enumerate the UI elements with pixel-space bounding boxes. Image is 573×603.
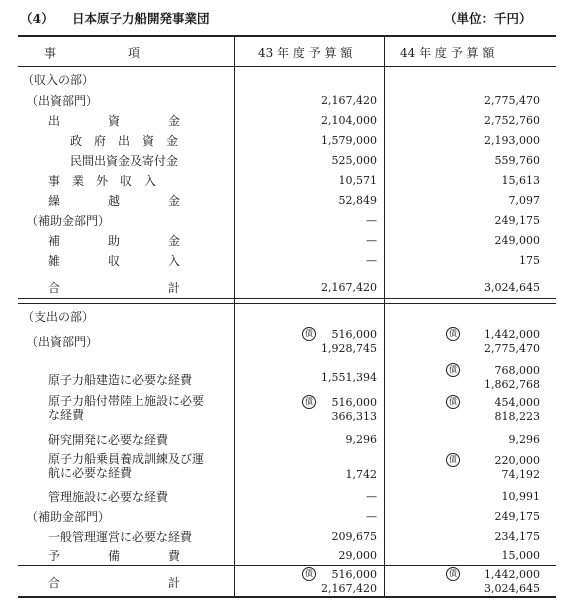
expenditure-total-fy44: 3,024,645: [484, 582, 540, 595]
table-cell-fy44-debt: 1,442,000: [484, 328, 540, 341]
table-cell-fy44: 2,752,760: [484, 114, 540, 127]
table-cell-fy43: —: [366, 490, 377, 503]
table-cell-fy43: 525,000: [331, 154, 377, 167]
table-cell-fy44: 249,175: [494, 214, 540, 227]
table-row-label: （補助金部門）: [26, 510, 111, 524]
income-section-label: （収入の部）: [22, 73, 95, 87]
table-row-label-line1: 原子力船付帯陸上施設に必要: [48, 394, 205, 408]
table-cell-fy44-debt: 220,000: [494, 454, 540, 467]
table-row-label: 政 府 出 資 金: [70, 134, 179, 148]
table-cell-fy44: 1,862,768: [484, 378, 540, 391]
table-cell-fy44: 249,175: [494, 510, 540, 523]
expenditure-total-label: 合 計: [48, 576, 181, 590]
table-row-label: 一般管理運営に必要な経費: [48, 530, 193, 544]
table-cell-fy43: 52,849: [338, 194, 377, 207]
table-row-label-line2: 航に必要な経費: [48, 466, 133, 480]
debt-mark-icon: 債: [302, 395, 316, 409]
column-header-fy43: 43 年 度 予 算 額: [258, 46, 353, 60]
table-cell-fy44: 15,000: [501, 549, 540, 562]
table-row-label: 補 助 金: [48, 234, 181, 248]
debt-mark-icon: 債: [446, 453, 460, 467]
table-row-label: （出資部門）: [26, 94, 99, 108]
debt-mark-icon: 債: [302, 567, 316, 581]
debt-mark-icon: 債: [446, 363, 460, 377]
table-cell-fy43-debt: 516,000: [331, 396, 377, 409]
column-header-item: 事 項: [44, 46, 141, 60]
table-cell-fy43: —: [366, 510, 377, 523]
table-cell-fy43: 9,296: [345, 433, 377, 446]
table-row-label: 事 業 外 収 入: [48, 174, 157, 188]
table-cell-fy43: 1,551,394: [321, 371, 377, 384]
table-cell-fy43: —: [366, 214, 377, 227]
table-cell-fy44: 2,193,000: [484, 134, 540, 147]
debt-mark-icon: 債: [446, 395, 460, 409]
table-row-label: 研究開発に必要な経費: [48, 433, 169, 447]
table-row-label: 出 資 金: [48, 114, 181, 128]
table-cell-fy44: 10,991: [501, 490, 540, 503]
table-row-label: 民間出資金及寄付金: [70, 154, 179, 168]
table-cell-fy44: 15,613: [501, 174, 540, 187]
debt-mark-icon: 債: [446, 327, 460, 341]
table-row-label: 原子力船建造に必要な経費: [48, 373, 193, 387]
table-row-label: 予 備 費: [48, 549, 181, 563]
column-header-fy44: 44 年 度 予 算 額: [400, 46, 495, 60]
income-total-fy44: 3,024,645: [484, 281, 540, 294]
table-cell-fy44: 234,175: [494, 530, 540, 543]
table-cell-fy44-debt: 768,000: [494, 364, 540, 377]
debt-mark-icon: 債: [302, 327, 316, 341]
table-cell-fy43: 29,000: [338, 549, 377, 562]
expenditure-top-rule: [18, 303, 556, 304]
expenditure-total-fy43-debt: 516,000: [331, 568, 377, 581]
table-cell-fy43-debt: 516,000: [331, 328, 377, 341]
section-number: （4）: [20, 11, 54, 26]
table-cell-fy44: 2,775,470: [484, 342, 540, 355]
table-row-label: 繰 越 金: [48, 194, 181, 208]
table-cell-fy44: 175: [519, 254, 540, 267]
table-cell-fy43: 1,742: [345, 468, 377, 481]
table-cell-fy43: 366,313: [331, 410, 377, 423]
table-cell-fy44: 559,760: [494, 154, 540, 167]
table-cell-fy44: 9,296: [508, 433, 540, 446]
expenditure-total-fy43: 2,167,420: [321, 582, 377, 595]
table-cell-fy43: 1,928,745: [321, 342, 377, 355]
expenditure-section-label: （支出の部）: [22, 310, 95, 324]
table-bottom-rule: [18, 596, 556, 598]
header-bottom-rule: [18, 66, 556, 67]
income-total-fy43: 2,167,420: [321, 281, 377, 294]
expenditure-total-fy44-debt: 1,442,000: [484, 568, 540, 581]
income-total-label: 合 計: [48, 281, 181, 295]
table-row-label: 雑 収 入: [48, 254, 181, 268]
table-cell-fy43: 2,104,000: [321, 114, 377, 127]
table-row-label-line2: な経費: [48, 408, 85, 422]
table-row-label: 管理施設に必要な経費: [48, 490, 169, 504]
table-row-label: （補助金部門）: [26, 214, 111, 228]
table-cell-fy43: 209,675: [331, 530, 377, 543]
debt-mark-icon: 債: [446, 567, 460, 581]
income-total-rule: [18, 298, 556, 299]
table-top-rule: [18, 35, 556, 37]
table-cell-fy43: 2,167,420: [321, 94, 377, 107]
table-cell-fy43: —: [366, 254, 377, 267]
table-cell-fy43: —: [366, 234, 377, 247]
table-cell-fy43: 10,571: [338, 174, 377, 187]
table-row-label: （出資部門）: [26, 335, 99, 349]
table-cell-fy44: 7,097: [508, 194, 540, 207]
column-divider-1: [234, 36, 235, 597]
table-cell-fy44: 2,775,470: [484, 94, 540, 107]
unit-label: （単位：千円）: [444, 11, 532, 26]
table-cell-fy44: 818,223: [494, 410, 540, 423]
table-cell-fy44: 249,000: [494, 234, 540, 247]
column-divider-2: [384, 36, 385, 597]
table-cell-fy44: 74,192: [501, 468, 540, 481]
page-title: 日本原子力船開発事業団: [72, 11, 210, 26]
expenditure-total-rule: [18, 565, 556, 566]
table-cell-fy44-debt: 454,000: [494, 396, 540, 409]
table-cell-fy43: 1,579,000: [321, 134, 377, 147]
table-row-label-line1: 原子力船乗員養成訓練及び運: [48, 452, 205, 466]
